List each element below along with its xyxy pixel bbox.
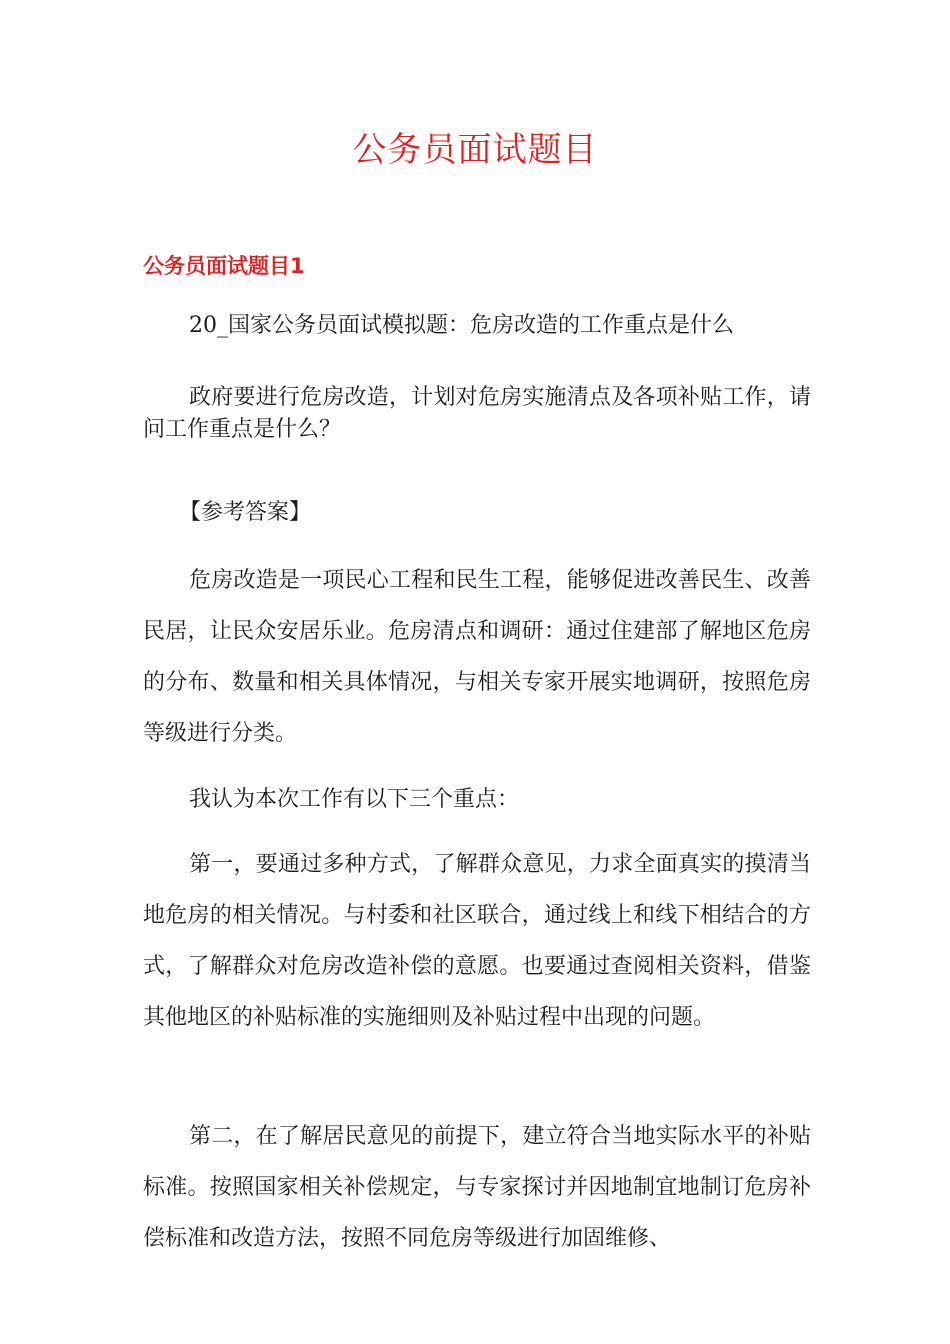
key-points-intro-paragraph: 我认为本次工作有以下三个重点： [189,787,520,812]
answer-intro-paragraph: 危房改造是一项民心工程和民生工程，能够促进改善民生、改善民居，让民众安居乐业。危房清点和调研：通过住建部了解地区危房的分布、数量和相关具体情况，与相关专家开展实地调研，按照危房等级进行分类。 [143,568,811,746]
first-point-paragraph: 第一，要通过多种方式，了解群众意见，力求全面真实的摸清当地危房的相关情况。与村委和社区联合，通过线上和线下相结合的方式，了解群众对危房改造补偿的意愿。也要通过查阅相关资料，借鉴其他地区的补贴标准的实施细则及补贴过程中出现的问题。 [143,852,811,1030]
second-point-paragraph: 第二，在了解居民意见的前提下，建立符合当地实际水平的补贴标准。按照国家相关补偿规定，与专家探讨并因地制宜地制订危房补偿标准和改造方法，按照不同危房等级进行加固维修、 [143,1124,811,1251]
document-title: 公务员面试题目 [352,130,598,170]
section-heading: 公务员面试题目1 [143,254,305,278]
question-title-paragraph: 20_国家公务员面试模拟题：危房改造的工作重点是什么 [189,313,734,338]
reference-answer-label: 【参考答案】 [179,500,312,525]
question-paragraph: 政府要进行危房改造，计划对危房实施清点及各项补贴工作，请问工作重点是什么？ [143,385,811,442]
